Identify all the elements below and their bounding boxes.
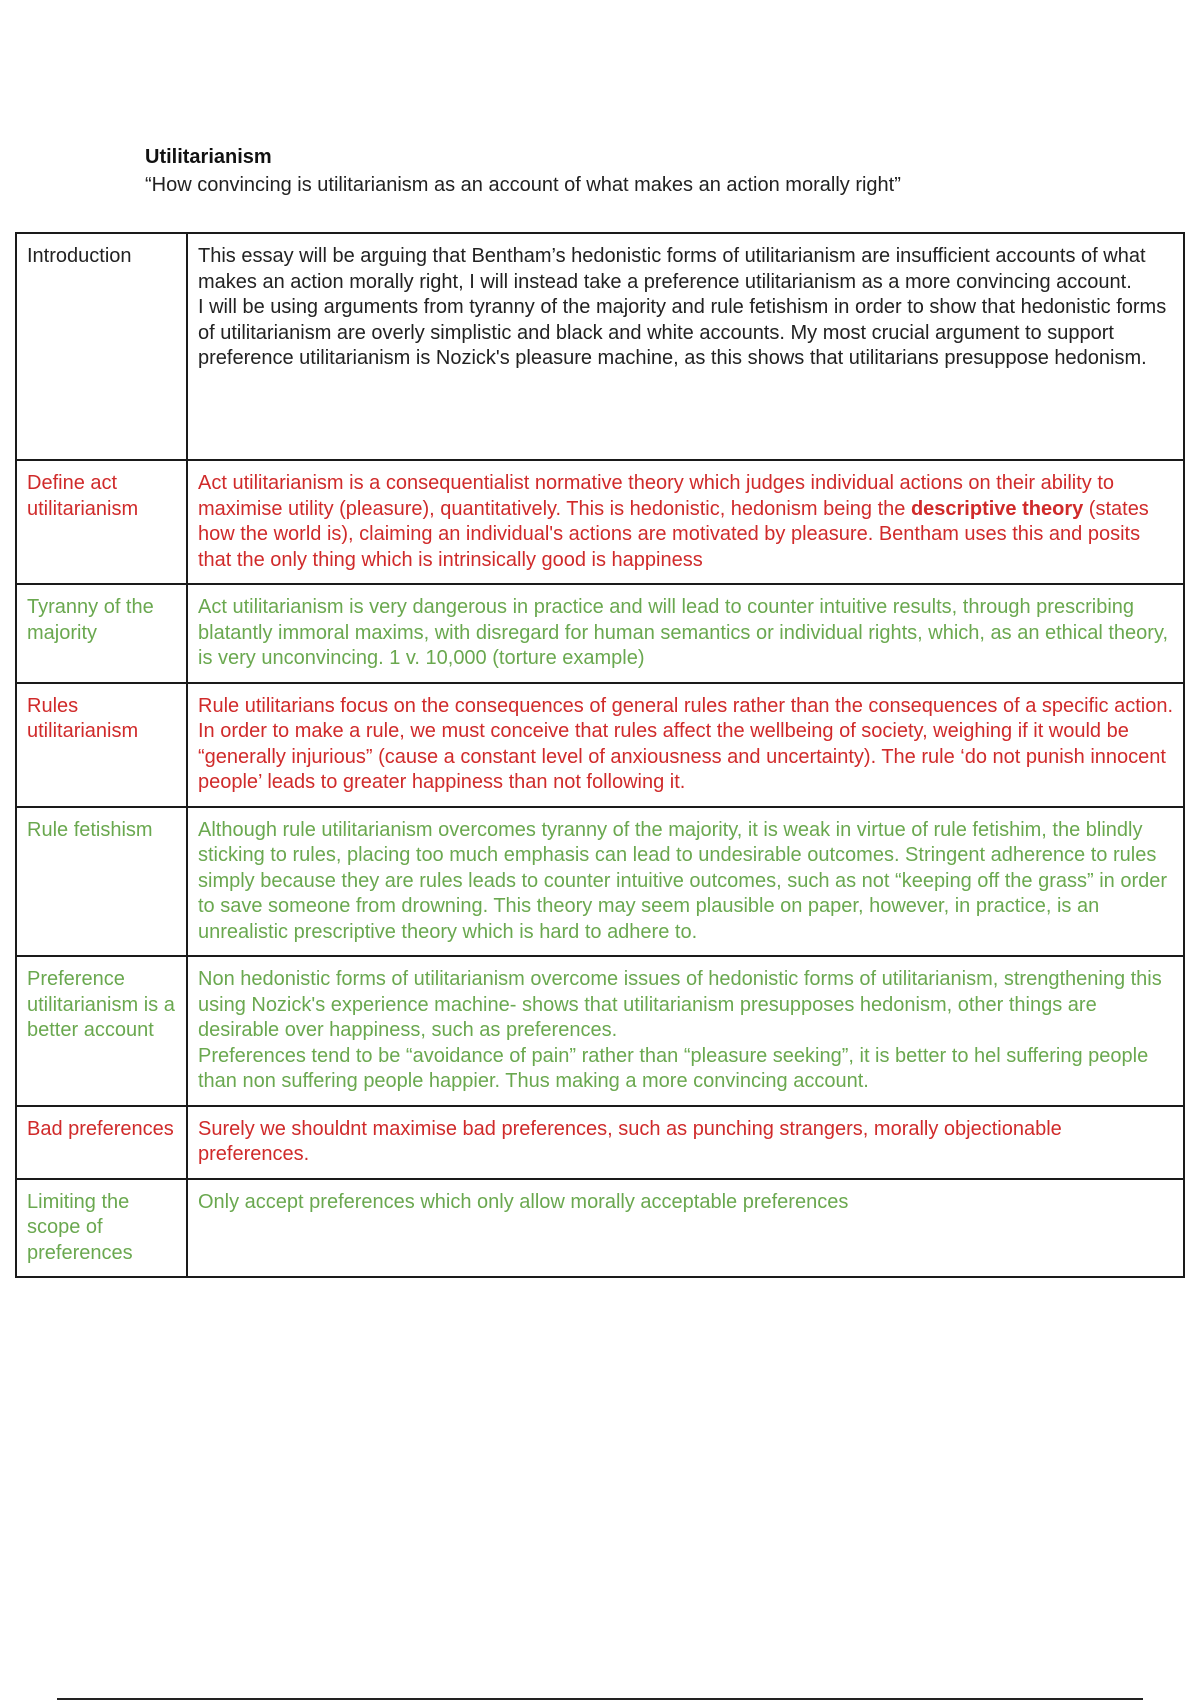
content-paragraph: I will be using arguments from tyranny of the majority and rule fetishism in order to show that hedonistic forms of utilitarianism are overly simplistic and black and white accounts. My most crucial argument to support preference utilitarianism is Nozick's pleasure machine, as this shows that utilitarians presuppose hedonism. (198, 296, 1167, 369)
row-label: Define act utilitarianism (16, 460, 187, 584)
bold-term: descriptive theory (910, 497, 1084, 520)
content-paragraph: Non hedonistic forms of utilitarianism overcome issues of hedonistic forms of utilitarianism, strengthening this using Nozick's experience machine- shows that utilitarianism presupposes hedonism, other things are desirable over happiness, such as preferences. (198, 968, 1162, 1041)
essay-plan-table (15, 232, 1185, 1278)
document-title: Utilitarianism (145, 146, 272, 168)
row-label: Introduction (16, 233, 187, 460)
row-label: Tyranny of the majority (16, 584, 187, 683)
row-label: Rules utilitarianism (16, 683, 187, 807)
table-row (16, 460, 1184, 584)
row-content (187, 956, 1184, 1106)
row-content (187, 233, 1184, 460)
row-label: Preference utilitarianism is a better account (16, 956, 187, 1106)
table-row (16, 233, 1184, 460)
content-paragraph: Preferences tend to be “avoidance of pain” rather than “pleasure seeking”, it is better to hel suffering people than non suffering people happier. Thus making a more convincing account. (198, 1044, 1149, 1092)
table-row (16, 807, 1184, 957)
essay-question: “How convincing is utilitarianism as an account of what makes an action morally right” (145, 174, 901, 196)
row-content: Although rule utilitarianism overcomes tyranny of the majority, it is weak in virtue of rule fetishim, the blindly sticking to rules, placing too much emphasis can lead to undesirable outcomes. Stringent adherence to rules simply because they are rules leads to counter intuitive outcomes, such as not “keeping off the grass” in order to save someone from drowning. This theory may seem plausible on paper, however, in practice, is an unrealistic prescriptive theory which is hard to adhere to. (187, 807, 1184, 957)
document-header (145, 145, 1045, 198)
row-content: Only accept preferences which only allow morally acceptable preferences (187, 1179, 1184, 1278)
table-row (16, 584, 1184, 683)
content-text: Act utilitarianism is a consequentialist normative theory which judges individual actions on their ability to maximise utility (pleasure), quantitatively. This is hedonistic, hedonism being the (198, 472, 1115, 520)
table-row (16, 1106, 1184, 1179)
table-row (16, 956, 1184, 1106)
table-row (16, 683, 1184, 807)
row-content: Surely we shouldnt maximise bad preferences, such as punching strangers, morally objectionable preferences. (187, 1106, 1184, 1179)
content-text: (states how the world is), claiming an individual's actions are motivated by pleasure. Bentham uses this and posits that the only thing which is intrinsically good is happiness (198, 497, 1149, 571)
content-paragraph: This essay will be arguing that Bentham’s hedonistic forms of utilitarianism are insufficient accounts of what makes an action morally right, I will instead take a preference utilitarianism as a more convincing account. (198, 245, 1146, 293)
row-label: Bad preferences (16, 1106, 187, 1179)
row-label: Limiting the scope of preferences (16, 1179, 187, 1278)
row-content: Act utilitarianism is very dangerous in practice and will lead to counter intuitive results, through prescribing blatantly immoral maxims, with disregard for human semantics or individual rights, which, as an ethical theory, is very unconvincing. 1 v. 10,000 (torture example) (187, 584, 1184, 683)
table-row (16, 1179, 1184, 1278)
row-label: Rule fetishism (16, 807, 187, 957)
row-content: Rule utilitarians focus on the consequences of general rules rather than the consequences of a specific action. In order to make a rule, we must conceive that rules affect the wellbeing of society, weighing if it would be “generally injurious” (cause a constant level of anxiousness and uncertainty). The rule ‘do not punish innocent people’ leads to greater happiness than not following it. (187, 683, 1184, 807)
row-content (187, 460, 1184, 584)
